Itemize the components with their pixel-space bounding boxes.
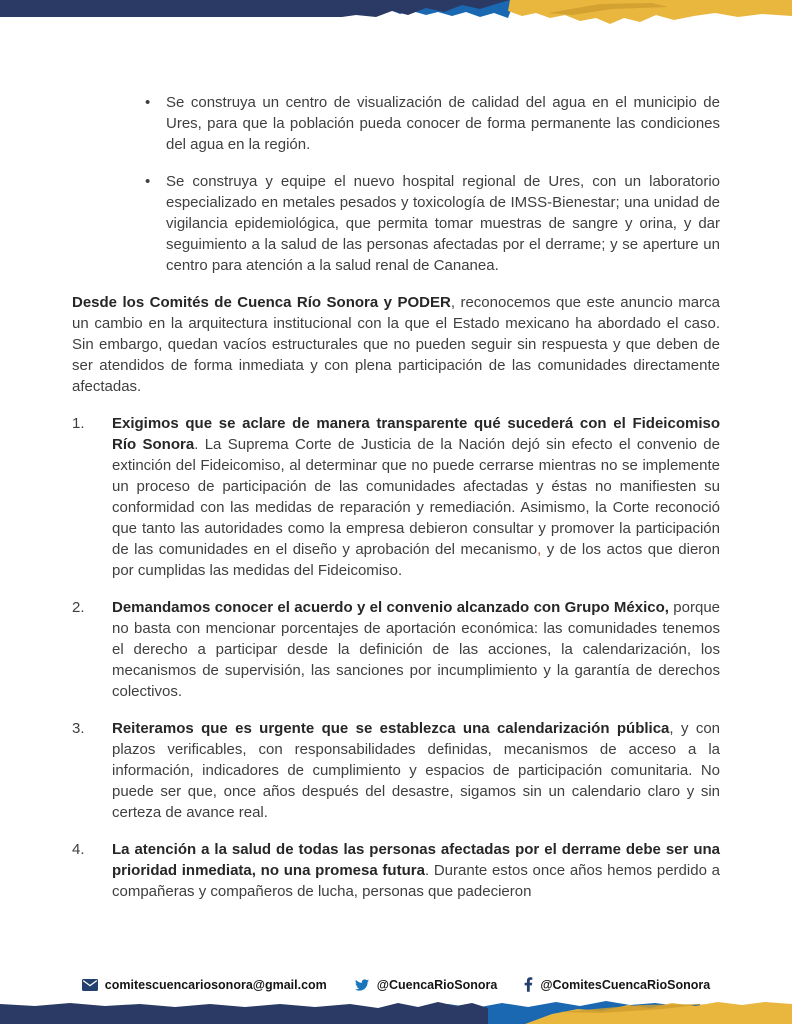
item-bold-leadin: Reiteramos que es urgente que se establezca una calendarización pública [112, 720, 670, 737]
top-wave-decoration [0, 0, 792, 30]
item-bold-leadin: La atención a la salud de todas las personas afectadas por el derrame debe ser una prioridad inmediata, no una promesa futura [112, 841, 720, 879]
twitter-bird-icon [354, 978, 370, 992]
numbered-item-2 [72, 597, 720, 702]
item-rest: porque no basta con mencionar porcentajes de aportación económica: las comunidades tenemos el derecho a participar desde la definición de las acciones, la calendarización, los mecanismos de supervisión, las sanciones por incumplimiento y la garantía de derechos colectivos. [112, 599, 721, 700]
numbered-item-4 [72, 839, 720, 902]
bullet-item [72, 92, 720, 155]
document-body [72, 92, 720, 918]
item-bold-leadin: Exigimos que se aclare de manera transparente qué sucederá con el Fideicomiso Río Sonora [112, 415, 720, 453]
item-text [112, 413, 720, 581]
bullet-item [72, 171, 720, 276]
facebook-f-icon [524, 977, 533, 992]
item-text [112, 718, 720, 823]
red-comma: , [537, 541, 542, 558]
footer-facebook-link[interactable] [524, 977, 710, 992]
item-text [112, 597, 720, 702]
item-rest: , y con plazos verificables, con responsabilidades definidas, mecanismos de acceso a la información, indicadores de cumplimiento y espacios de participación comunitaria. No puede ser que, once años después del desastre, sigamos sin un calendario claro y sin certeza de avance real. [112, 720, 721, 821]
footer-facebook-text: @ComitesCuencaRioSonora [540, 977, 711, 992]
item-number: 3. [72, 720, 85, 737]
bullet-text: Se construya y equipe el nuevo hospital regional de Ures, con un laboratorio especializado en metales pesados y toxicología de IMSS-Bienestar; una unidad de vigilancia epidemiológica, que permita tomar muestras de sangre y orina, y dar seguimiento a la salud de las personas afectadas por el derrame; y se aperture un centro para atención a la salud renal de Cananea. [166, 173, 720, 274]
envelope-icon [82, 979, 98, 991]
footer-email-link[interactable] [82, 978, 327, 992]
footer-email-text: comitescuencariosonora@gmail.com [104, 977, 327, 992]
item-number: 1. [72, 415, 85, 432]
item-rest: . La Suprema Corte de Justicia de la Nación dejó sin efecto el convenio de extinción del Fideicomiso, al determinar que no puede cerrarse mientras no se implemente un proceso de participación de las comunidades afectadas y éstas no manifiesten su conformidad con las medidas de reparación y remediación. Asimismo, la Corte reconoció que tanto las autoridades como la empresa debieron consultar y promover la participación de las comunidades en el diseño y aprobación del mecanismo [112, 436, 720, 558]
bullet-glyph: • [145, 94, 151, 111]
footer-twitter-text: @CuencaRioSonora [376, 977, 498, 992]
item-bold-leadin: Demandamos conocer el acuerdo y el convenio alcanzado con Grupo México, [112, 599, 669, 616]
footer-contact-strip [0, 977, 792, 992]
item-number: 2. [72, 599, 85, 616]
item-number: 4. [72, 841, 85, 858]
intro-bold-leadin: Desde los Comités de Cuenca Río Sonora y PODER [72, 294, 451, 311]
bullet-text: Se construya un centro de visualización de calidad del agua en el municipio de Ures, para que la población pueda conocer de forma permanente las condiciones del agua en la región. [166, 94, 720, 153]
numbered-item-1 [72, 413, 720, 581]
item-rest: . Durante estos once años hemos perdido a compañeras y compañeros de lucha, personas que padecieron [112, 862, 720, 900]
footer-twitter-link[interactable] [354, 978, 498, 992]
numbered-item-3 [72, 718, 720, 823]
intro-paragraph [72, 292, 720, 397]
bottom-wave-decoration [0, 998, 792, 1024]
item-text [112, 839, 720, 902]
bullet-glyph: • [145, 173, 151, 190]
item-rest: y de los actos que dieron por cumplidas las medidas del Fideicomiso. [112, 541, 720, 579]
intro-rest: , reconocemos que este anuncio marca un cambio en la arquitectura institucional con la que el Estado mexicano ha abordado el caso. Sin embargo, quedan vacíos estructurales que no pueden seguir sin respuesta y que deben de ser atendidos de forma inmediata y con plena participación de las comunidades directamente afectadas. [72, 294, 720, 395]
